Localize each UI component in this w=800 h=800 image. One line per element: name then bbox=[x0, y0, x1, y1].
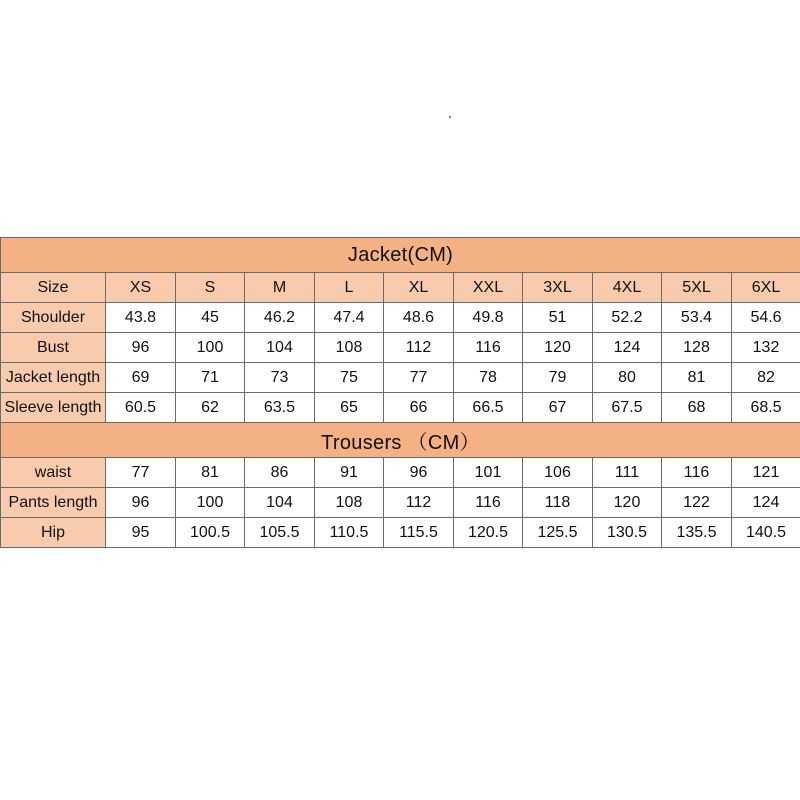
measurement-cell: 67.5 bbox=[593, 393, 662, 423]
trousers-row bbox=[1, 458, 800, 488]
measurement-cell: 71 bbox=[176, 363, 245, 393]
measurement-cell: 77 bbox=[384, 363, 454, 393]
measurement-cell: 140.5 bbox=[732, 518, 800, 548]
jacket-title: Jacket(CM) bbox=[1, 238, 800, 273]
measurement-cell: 96 bbox=[106, 488, 176, 518]
measurement-cell: 112 bbox=[384, 488, 454, 518]
measurement-cell: 54.6 bbox=[732, 303, 800, 333]
measurement-cell: 120.5 bbox=[454, 518, 523, 548]
measurement-cell: 78 bbox=[454, 363, 523, 393]
measurement-cell: 67 bbox=[523, 393, 593, 423]
measurement-cell: 132 bbox=[732, 333, 800, 363]
measurement-cell: 75 bbox=[315, 363, 384, 393]
measurement-cell: 62 bbox=[176, 393, 245, 423]
measurement-cell: 49.8 bbox=[454, 303, 523, 333]
measurement-cell: 81 bbox=[176, 458, 245, 488]
measurement-cell: 82 bbox=[732, 363, 800, 393]
jacket-row bbox=[1, 333, 800, 363]
row-label: Pants length bbox=[1, 488, 106, 518]
trousers-row bbox=[1, 488, 800, 518]
size-header-row bbox=[1, 273, 800, 303]
measurement-cell: 91 bbox=[315, 458, 384, 488]
jacket-row bbox=[1, 363, 800, 393]
row-label: Sleeve length bbox=[1, 393, 106, 423]
measurement-cell: 47.4 bbox=[315, 303, 384, 333]
measurement-cell: 77 bbox=[106, 458, 176, 488]
measurement-cell: 100 bbox=[176, 333, 245, 363]
measurement-cell: 43.8 bbox=[106, 303, 176, 333]
measurement-cell: 73 bbox=[245, 363, 315, 393]
measurement-cell: 120 bbox=[593, 488, 662, 518]
measurement-cell: 104 bbox=[245, 333, 315, 363]
measurement-cell: 79 bbox=[523, 363, 593, 393]
jacket-row bbox=[1, 393, 800, 423]
measurement-cell: 48.6 bbox=[384, 303, 454, 333]
measurement-cell: 105.5 bbox=[245, 518, 315, 548]
measurement-cell: 125.5 bbox=[523, 518, 593, 548]
measurement-cell: 96 bbox=[106, 333, 176, 363]
measurement-cell: 116 bbox=[662, 458, 732, 488]
measurement-cell: 66 bbox=[384, 393, 454, 423]
measurement-cell: 81 bbox=[662, 363, 732, 393]
measurement-cell: 120 bbox=[523, 333, 593, 363]
measurement-cell: 60.5 bbox=[106, 393, 176, 423]
jacket-row bbox=[1, 303, 800, 333]
measurement-cell: 68.5 bbox=[732, 393, 800, 423]
measurement-cell: 112 bbox=[384, 333, 454, 363]
measurement-cell: 122 bbox=[662, 488, 732, 518]
measurement-cell: 101 bbox=[454, 458, 523, 488]
measurement-cell: 68 bbox=[662, 393, 732, 423]
size-header-cell: XS bbox=[106, 273, 176, 303]
size-header-label: Size bbox=[1, 273, 106, 303]
size-header-cell: 5XL bbox=[662, 273, 732, 303]
measurement-cell: 111 bbox=[593, 458, 662, 488]
measurement-cell: 124 bbox=[732, 488, 800, 518]
measurement-cell: 45 bbox=[176, 303, 245, 333]
size-header-cell: S bbox=[176, 273, 245, 303]
measurement-cell: 80 bbox=[593, 363, 662, 393]
measurement-cell: 100 bbox=[176, 488, 245, 518]
measurement-cell: 51 bbox=[523, 303, 593, 333]
measurement-cell: 106 bbox=[523, 458, 593, 488]
row-label: Hip bbox=[1, 518, 106, 548]
row-label: waist bbox=[1, 458, 106, 488]
size-header-cell: XL bbox=[384, 273, 454, 303]
measurement-cell: 118 bbox=[523, 488, 593, 518]
measurement-cell: 104 bbox=[245, 488, 315, 518]
measurement-cell: 52.2 bbox=[593, 303, 662, 333]
size-header-cell: M bbox=[245, 273, 315, 303]
measurement-cell: 130.5 bbox=[593, 518, 662, 548]
measurement-cell: 108 bbox=[315, 488, 384, 518]
measurement-cell: 116 bbox=[454, 488, 523, 518]
measurement-cell: 86 bbox=[245, 458, 315, 488]
size-header-cell: 6XL bbox=[732, 273, 800, 303]
measurement-cell: 96 bbox=[384, 458, 454, 488]
measurement-cell: 121 bbox=[732, 458, 800, 488]
measurement-cell: 108 bbox=[315, 333, 384, 363]
jacket-title-row bbox=[1, 238, 800, 273]
row-label: Shoulder bbox=[1, 303, 106, 333]
measurement-cell: 116 bbox=[454, 333, 523, 363]
measurement-cell: 69 bbox=[106, 363, 176, 393]
row-label: Bust bbox=[1, 333, 106, 363]
size-chart-table bbox=[0, 237, 800, 548]
size-header-cell: 4XL bbox=[593, 273, 662, 303]
trousers-title: Trousers （CM） bbox=[1, 423, 800, 458]
size-header-cell: 3XL bbox=[523, 273, 593, 303]
measurement-cell: 65 bbox=[315, 393, 384, 423]
stray-dot bbox=[449, 116, 451, 118]
measurement-cell: 53.4 bbox=[662, 303, 732, 333]
measurement-cell: 95 bbox=[106, 518, 176, 548]
measurement-cell: 100.5 bbox=[176, 518, 245, 548]
measurement-cell: 46.2 bbox=[245, 303, 315, 333]
measurement-cell: 66.5 bbox=[454, 393, 523, 423]
size-header-cell: XXL bbox=[454, 273, 523, 303]
size-header-cell: L bbox=[315, 273, 384, 303]
measurement-cell: 124 bbox=[593, 333, 662, 363]
measurement-cell: 128 bbox=[662, 333, 732, 363]
measurement-cell: 110.5 bbox=[315, 518, 384, 548]
trousers-title-row bbox=[1, 423, 800, 458]
row-label: Jacket length bbox=[1, 363, 106, 393]
measurement-cell: 115.5 bbox=[384, 518, 454, 548]
measurement-cell: 135.5 bbox=[662, 518, 732, 548]
measurement-cell: 63.5 bbox=[245, 393, 315, 423]
trousers-row bbox=[1, 518, 800, 548]
